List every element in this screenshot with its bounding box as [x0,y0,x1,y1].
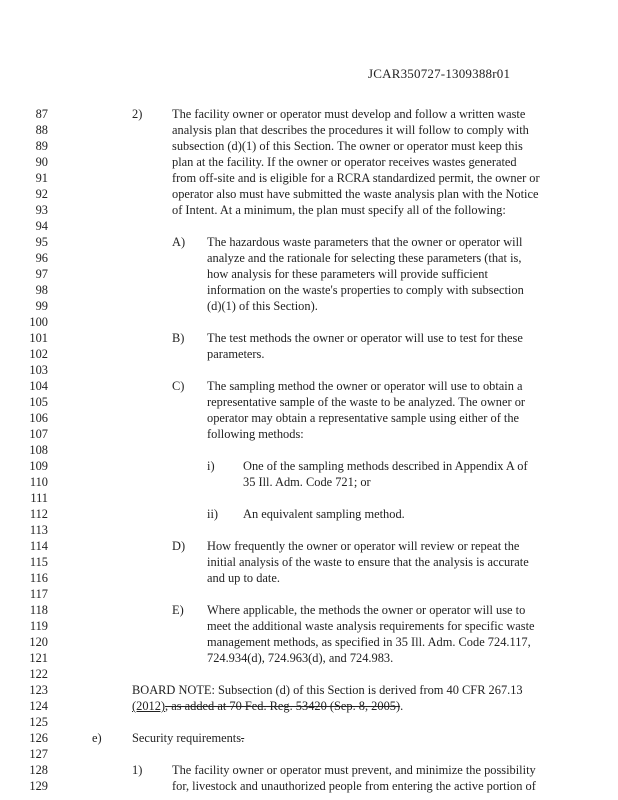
item-2-marker: 2) [132,107,143,121]
item-C-marker: C) [172,379,185,393]
board-note-added-text: (2012) [132,699,166,713]
item-2-line: operator also must have submitted the waste analysis plan with the Notice [172,187,539,201]
line-number: 111 [30,491,48,505]
line-number: 122 [29,667,48,681]
item-1-line: The facility owner or operator must prevent, and minimize the possibility [172,763,536,777]
item-A-marker: A) [172,235,186,249]
item-E-marker: E) [172,603,184,617]
line-number: 96 [35,251,48,265]
board-note-line: BOARD NOTE: Subsection (d) of this Section is derived from 40 CFR 267.13 [132,683,523,697]
item-E-line: management methods, as specified in 35 Ill. Adm. Code 724.117, [207,635,531,649]
item-2-line: subsection (d)(1) of this Section. The owner or operator must keep this [172,139,523,153]
board-note-deleted-text: , as added at 70 Fed. Reg. 53420 (Sep. 8, 2005) [165,699,401,713]
line-number: 110 [29,475,48,489]
line-number: 103 [29,363,48,377]
line-number: 127 [29,747,48,761]
line-number: 126 [29,731,48,745]
line-number: 88 [35,123,48,137]
line-number: 123 [29,683,48,697]
item-C-i-line: One of the sampling methods described in Appendix A of [243,459,528,473]
item-D-line: and up to date. [207,571,280,585]
line-number: 107 [29,427,48,441]
line-number: 100 [29,315,48,329]
line-number: 112 [29,507,48,521]
line-number: 106 [29,411,48,425]
line-number: 101 [29,331,48,345]
item-A-line: The hazardous waste parameters that the owner or operator will [207,235,523,249]
item-C-line: following methods: [207,427,304,441]
item-C-ii-line: An equivalent sampling method. [243,507,405,521]
item-B-line: The test methods the owner or operator will use to test for these [207,331,523,345]
line-number: 128 [29,763,48,777]
line-number: 121 [29,651,48,665]
item-2-line: of Intent. At a minimum, the plan must specify all of the following: [172,203,506,217]
item-C-i-line: 35 Ill. Adm. Code 721; or [243,475,371,489]
line-number: 119 [29,619,48,633]
line-number: 99 [35,299,48,313]
line-number: 125 [29,715,48,729]
item-B-line: parameters. [207,347,265,361]
section-e-heading-text: Security requirements [132,731,242,745]
line-number: 105 [29,395,48,409]
line-number: 104 [29,379,48,393]
line-number: 118 [29,603,48,617]
line-number: 91 [35,171,48,185]
item-E-line: Where applicable, the methods the owner or operator will use to [207,603,526,617]
line-number: 129 [29,779,48,793]
line-number: 120 [29,635,48,649]
line-number: 94 [35,219,48,233]
line-number: 90 [35,155,48,169]
line-number: 93 [35,203,48,217]
item-D-marker: D) [172,539,186,553]
line-number: 97 [35,267,48,281]
document-id-header: JCAR350727-1309388r01 [368,66,511,81]
line-number: 95 [35,235,48,249]
item-A-line: how analysis for these parameters will provide sufficient [207,267,488,281]
item-2-line: The facility owner or operator must develop and follow a written waste [172,107,526,121]
line-number: 89 [35,139,48,153]
item-B-marker: B) [172,331,185,345]
line-number: 109 [29,459,48,473]
item-C-line: The sampling method the owner or operator will use to obtain a [207,379,523,393]
item-A-line: (d)(1) of this Section). [207,299,318,313]
item-C-line: representative sample of the waste to be analyzed. The owner or [207,395,526,409]
item-D-line: initial analysis of the waste to ensure that the analysis is accurate [207,555,529,569]
line-number: 108 [29,443,48,457]
line-number: 116 [29,571,48,585]
line-number: 102 [29,347,48,361]
item-C-i-marker: i) [207,459,215,473]
line-number: 98 [35,283,48,297]
item-A-line: information on the waste's properties to comply with subsection [207,283,524,297]
line-number: 92 [35,187,48,201]
line-number: 124 [29,699,48,713]
item-1-line: for, livestock and unauthorized people from entering the active portion of [172,779,536,793]
line-number: 115 [29,555,48,569]
section-e-heading [132,730,244,746]
item-E-line: meet the additional waste analysis requirements for specific waste [207,619,535,633]
item-A-line: analyze and the rationale for selecting these parameters (that is, [207,251,522,265]
item-2-line: analysis plan that describes the procedures it will follow to comply with [172,123,529,137]
board-note-period: . [400,699,404,713]
item-D-line: How frequently the owner or operator will review or repeat the [207,539,520,553]
section-e-deleted-period: . [241,731,245,745]
item-2-line: from off-site and is eligible for a RCRA standardized permit, the owner or [172,171,540,185]
line-number: 87 [35,107,48,121]
line-number: 114 [29,539,48,553]
line-number: 117 [29,587,48,601]
item-1-marker: 1) [132,763,143,777]
item-2-line: plan at the facility. If the owner or operator receives wastes generated [172,155,517,169]
line-number: 113 [29,523,48,537]
board-note-line [132,698,403,714]
item-C-line: operator may obtain a representative sample using either of the [207,411,520,425]
section-e-marker: e) [92,731,102,745]
item-C-ii-marker: ii) [207,507,219,521]
item-E-line: 724.934(d), 724.963(d), and 724.983. [207,651,394,665]
